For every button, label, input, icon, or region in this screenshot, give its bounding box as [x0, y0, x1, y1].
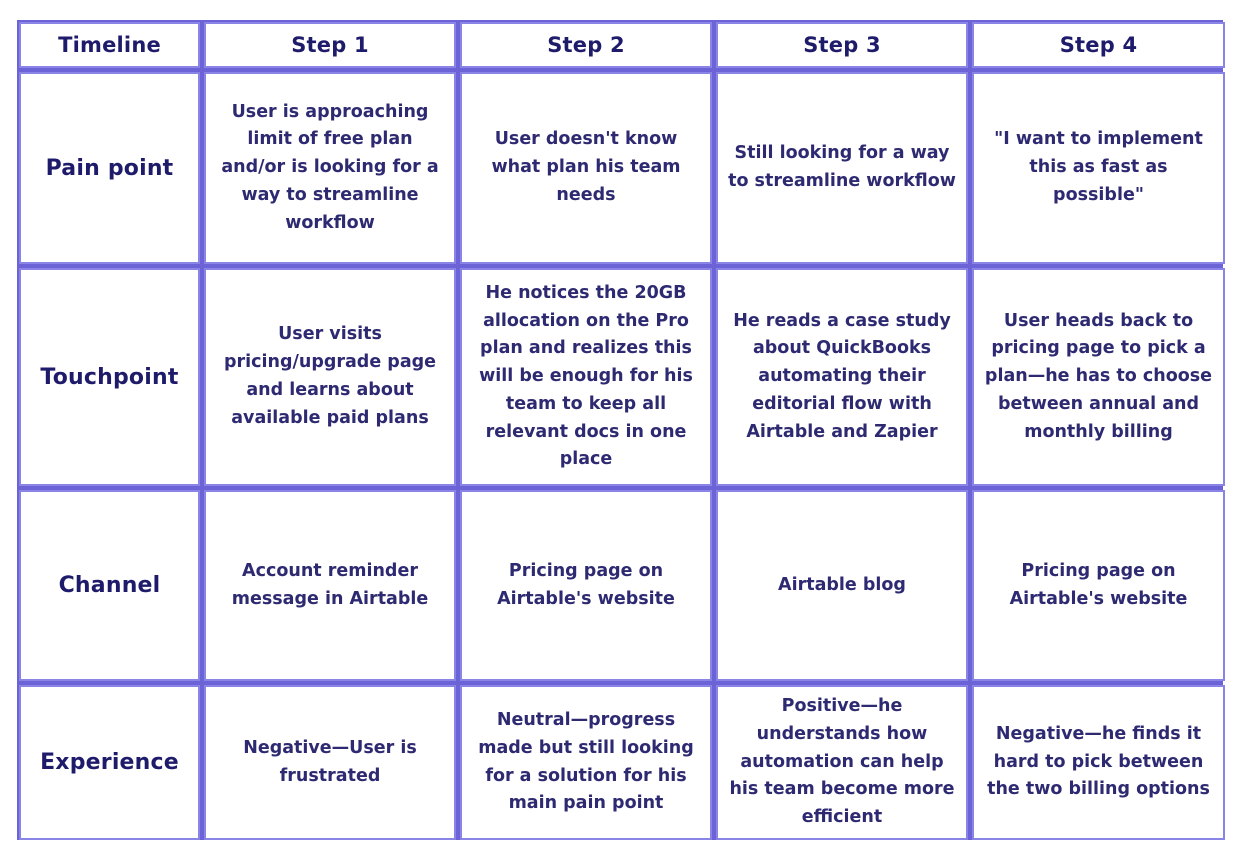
cell-touchpoint-step-3: He reads a case study about QuickBooks automating their editorial flow with Airtable and Zapier	[716, 268, 968, 486]
cell-channel-step-1: Account reminder message in Airtable	[204, 490, 456, 681]
cell-channel-step-4: Pricing page on Airtable's website	[972, 490, 1225, 681]
cell-pain-point-step-2: User doesn't know what plan his team needs	[460, 72, 712, 264]
cell-experience-step-1: Negative—User is frustrated	[204, 685, 456, 840]
cell-channel-step-2: Pricing page on Airtable's website	[460, 490, 712, 681]
row-label-pain-point: Pain point	[19, 72, 200, 264]
cell-experience-step-2: Neutral—progress made but still looking for a solution for his main pain point	[460, 685, 712, 840]
header-step-4: Step 4	[972, 22, 1225, 68]
header-step-2: Step 2	[460, 22, 712, 68]
row-label-channel: Channel	[19, 490, 200, 681]
cell-experience-step-4: Negative—he finds it hard to pick between the two billing options	[972, 685, 1225, 840]
header-timeline: Timeline	[19, 22, 200, 68]
cell-touchpoint-step-2: He notices the 20GB allocation on the Pro plan and realizes this will be enough for his team to keep all relevant docs in one place	[460, 268, 712, 486]
row-label-experience: Experience	[19, 685, 200, 840]
cell-touchpoint-step-1: User visits pricing/upgrade page and learns about available paid plans	[204, 268, 456, 486]
header-step-1: Step 1	[204, 22, 456, 68]
cell-pain-point-step-1: User is approaching limit of free plan and/or is looking for a way to streamline workflow	[204, 72, 456, 264]
cell-pain-point-step-3: Still looking for a way to streamline workflow	[716, 72, 968, 264]
cell-touchpoint-step-4: User heads back to pricing page to pick a plan—he has to choose between annual and monthly billing	[972, 268, 1225, 486]
cell-pain-point-step-4: "I want to implement this as fast as possible"	[972, 72, 1225, 264]
journey-map-table	[17, 20, 1223, 840]
cell-experience-step-3: Positive—he understands how automation can help his team become more efficient	[716, 685, 968, 840]
cell-channel-step-3: Airtable blog	[716, 490, 968, 681]
row-label-touchpoint: Touchpoint	[19, 268, 200, 486]
header-step-3: Step 3	[716, 22, 968, 68]
